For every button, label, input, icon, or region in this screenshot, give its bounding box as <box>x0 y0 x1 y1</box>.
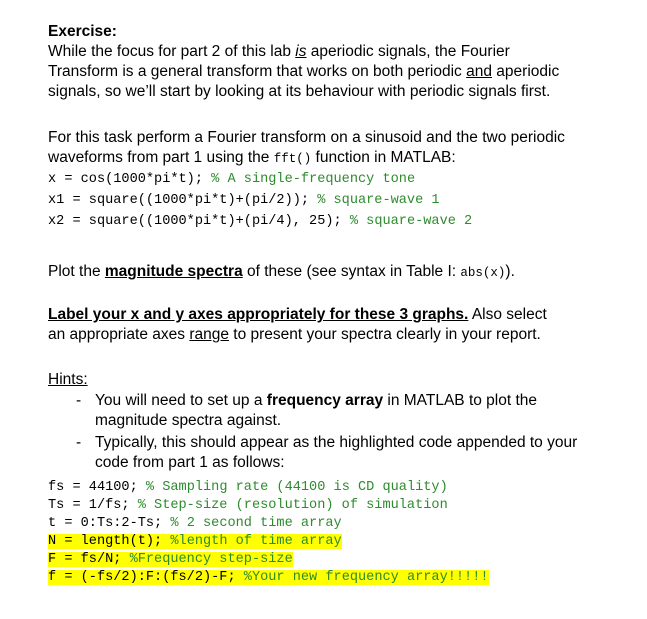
code-text: Ts = 1/fs; <box>48 498 138 513</box>
hint-2 <box>95 433 615 473</box>
intro-text: aperiodic signals, the Fourier <box>306 43 510 60</box>
hint-2-line-1: Typically, this should appear as the highlighted code appended to your <box>95 434 578 451</box>
hints-title: Hints: <box>48 371 88 388</box>
code-text: t = 0:Ts:2-Ts; <box>48 516 171 531</box>
code-text: x1 = square((1000*pi*t)+(pi/2)); <box>48 193 318 208</box>
hint-text: You will need to set up a <box>95 392 267 409</box>
code-text: F = fs/N; <box>48 552 130 567</box>
label-text: to present your spectra clearly in your report. <box>228 326 541 343</box>
hint-bullet-1: - <box>76 392 82 409</box>
intro-line-3: signals, so we’ll start by looking at its behaviour with periodic signals first. <box>48 83 551 100</box>
highlight <box>48 552 293 567</box>
task-paragraph <box>48 128 628 168</box>
frequency-array-emphasis: frequency array <box>266 392 384 409</box>
code-text: fs = 44100; <box>48 480 146 495</box>
hint-2-line-2: code from part 1 as follows: <box>95 454 285 471</box>
plot-text: of these (see syntax in Table I: <box>242 263 461 280</box>
code-comment: % Step-size (resolution) of simulation <box>137 498 448 513</box>
code-line <box>48 213 472 231</box>
code-text: x2 = square((1000*pi*t)+(pi/4), 25); <box>48 214 350 229</box>
label-line-1 <box>48 305 628 325</box>
highlight <box>48 534 342 549</box>
hint-text: in MATLAB to plot the <box>383 392 538 409</box>
intro-text: While the focus for part 2 of this lab <box>48 43 296 60</box>
label-line-2 <box>48 325 628 345</box>
code-block-signals <box>48 171 472 231</box>
code-comment: % square-wave 1 <box>317 193 440 208</box>
task-line-1: For this task perform a Fourier transform on a sinusoid and the two periodic <box>48 129 565 146</box>
intro-emphasis-and: and <box>466 63 492 80</box>
plot-instruction <box>48 262 628 282</box>
label-text: Also select <box>468 306 547 323</box>
code-text: x = cos(1000*pi*t); <box>48 172 212 187</box>
plot-text: ). <box>505 263 515 280</box>
label-text: an appropriate axes <box>48 326 190 343</box>
intro-paragraph <box>48 42 628 102</box>
range-emphasis: range <box>189 326 229 343</box>
exercise-heading: Exercise: <box>48 23 117 40</box>
code-line-highlighted <box>48 569 489 587</box>
task-text: function in MATLAB: <box>311 149 456 166</box>
intro-line-1 <box>48 42 628 62</box>
intro-line-2 <box>48 62 628 82</box>
task-line-2 <box>48 148 628 168</box>
code-comment: % square-wave 2 <box>349 214 473 229</box>
code-line <box>48 515 489 533</box>
hint-bullet-2: - <box>76 434 82 451</box>
code-line-highlighted <box>48 551 489 569</box>
hint-1 <box>95 391 615 431</box>
code-comment: %length of time array <box>170 534 342 549</box>
code-block-frequency <box>48 479 489 587</box>
intro-text: Transform is a general transform that works on both periodic <box>48 63 467 80</box>
code-text: f = (-fs/2):F:(fs/2)-F; <box>48 570 244 585</box>
code-line <box>48 171 472 189</box>
code-line <box>48 192 472 210</box>
code-comment: % Sampling rate (44100 is CD quality) <box>145 480 448 495</box>
code-comment: %Your new frequency array!!!!! <box>243 570 489 585</box>
code-comment: % 2 second time array <box>170 516 342 531</box>
task-text: waveforms from part 1 using the <box>48 149 274 166</box>
code-comment: %Frequency step-size <box>129 552 293 567</box>
label-axes-emphasis: Label your x and y axes appropriately for these 3 graphs. <box>48 306 469 323</box>
intro-emphasis-is: is <box>295 43 307 60</box>
code-line <box>48 479 489 497</box>
fft-inline-code: fft() <box>273 152 312 166</box>
intro-text: aperiodic <box>491 63 560 80</box>
hint-1-line-1 <box>95 391 615 411</box>
magnitude-spectra-emphasis: magnitude spectra <box>104 263 243 280</box>
label-instruction <box>48 305 628 345</box>
abs-inline-code: abs(x) <box>460 266 506 280</box>
code-comment: % A single-frequency tone <box>211 172 416 187</box>
code-text: N = length(t); <box>48 534 171 549</box>
hint-1-line-2: magnitude spectra against. <box>95 412 282 429</box>
highlight <box>48 570 489 585</box>
code-line <box>48 497 489 515</box>
plot-text: Plot the <box>48 263 105 280</box>
code-line-highlighted <box>48 533 489 551</box>
